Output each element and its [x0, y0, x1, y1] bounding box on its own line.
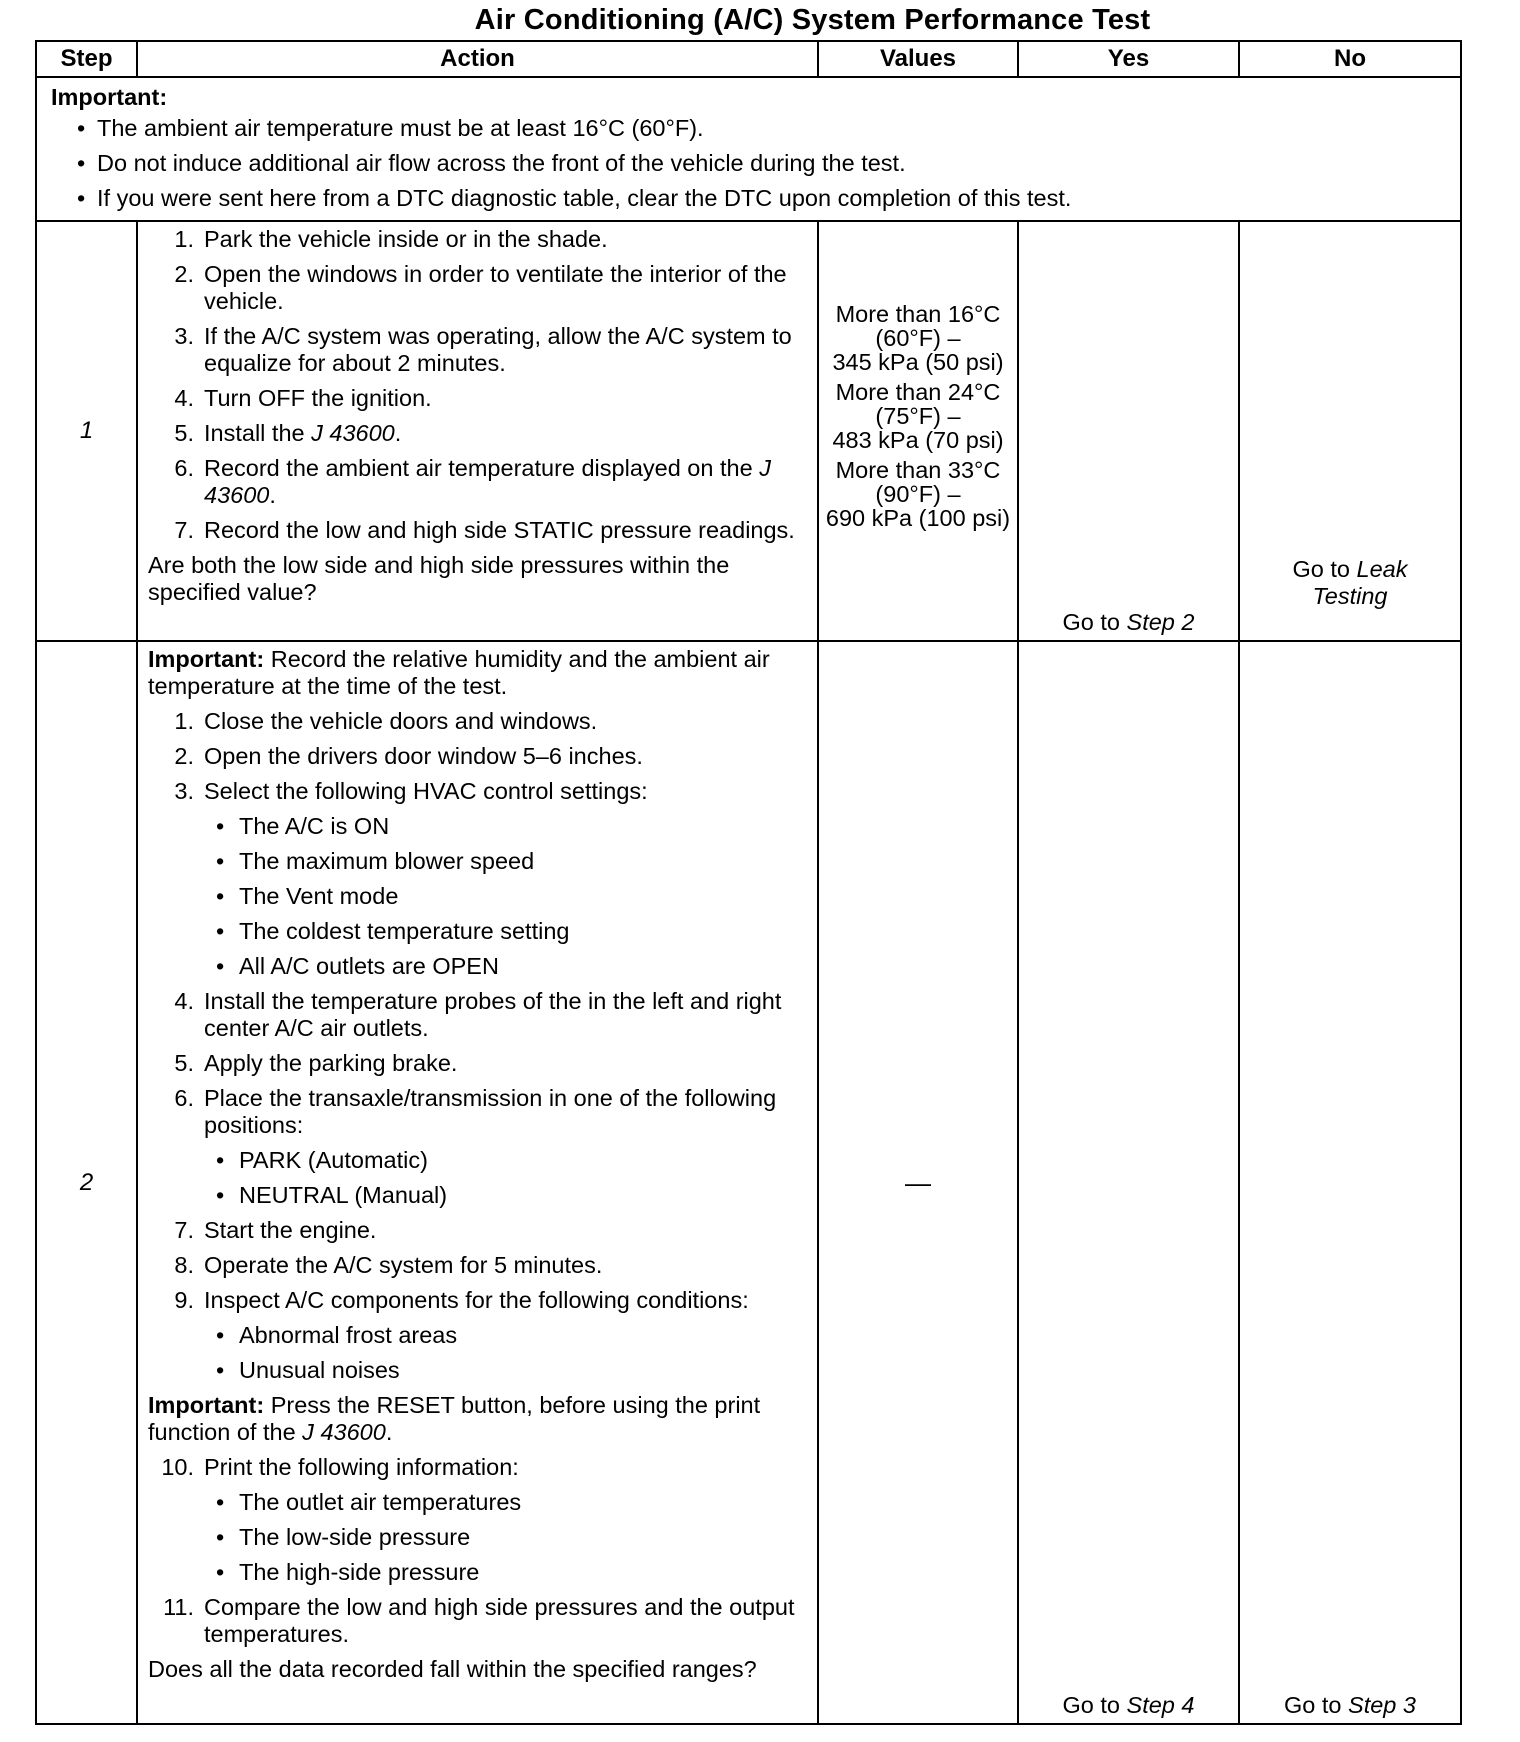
step-1-action — [137, 221, 818, 641]
action-item: 10. Print the following information: • The outlet air temperatures • The low-side pressure • The high-side pressure — [148, 1454, 807, 1586]
page-title: Air Conditioning (A/C) System Performance Test — [474, 4, 1151, 36]
step-1-values — [818, 221, 1018, 641]
sub-item: • All A/C outlets are OPEN — [204, 953, 807, 980]
important-label: Important: — [51, 84, 168, 110]
action-item: 5. Install the J 43600. — [174, 420, 402, 446]
step-2-question: Does all the data recorded fall within the specified ranges? — [148, 1656, 757, 1682]
sub-item: • The outlet air temperatures — [204, 1489, 807, 1516]
tool-reference: J 43600 — [311, 420, 395, 446]
action-item: 9. Inspect A/C components for the following conditions: • Abnormal frost areas • Unusual noises — [148, 1287, 807, 1384]
step-2-action — [137, 641, 818, 1724]
step-2-yes — [1018, 641, 1239, 1724]
performance-test-table — [35, 40, 1462, 1725]
step-1-question: Are both the low side and high side pressures within the specified value? — [148, 552, 730, 605]
action-item: 7. Start the engine. — [174, 1217, 377, 1243]
header-yes: Yes — [1018, 41, 1239, 77]
value-spec: More than 24°C (75°F) – 483 kPa (70 psi) — [832, 379, 1004, 453]
header-values: Values — [818, 41, 1018, 77]
action-item: 1. Close the vehicle doors and windows. — [174, 708, 598, 734]
step-2-action-list — [148, 1454, 807, 1648]
action-item: 6. Place the transaxle/transmission in one of the following positions: • PARK (Automatic) • NEUTRAL (Manual) — [148, 1085, 807, 1209]
step-number: 1 — [36, 221, 137, 641]
action-item: 5. Apply the parking brake. — [174, 1050, 458, 1076]
step-1-row — [36, 221, 1461, 641]
sub-item: • PARK (Automatic) — [204, 1147, 807, 1174]
sub-list — [204, 1489, 807, 1586]
sub-item: • The maximum blower speed — [204, 848, 807, 875]
sub-item: • The Vent mode — [204, 883, 807, 910]
tool-reference: J 43600 — [204, 455, 771, 508]
important-bullet: • If you were sent here from a DTC diagnostic table, clear the DTC upon completion of this test. — [51, 181, 1446, 216]
action-item: 3. If the A/C system was operating, allow the A/C system to equalize for about 2 minutes. — [174, 323, 792, 376]
sub-item: • Unusual noises — [204, 1357, 807, 1384]
sub-item: • The low-side pressure — [204, 1524, 807, 1551]
sub-item: • The coldest temperature setting — [204, 918, 807, 945]
sub-item: • The A/C is ON — [204, 813, 807, 840]
action-item: 3. Select the following HVAC control settings: • The A/C is ON • The maximum blower speed • The Vent mode • The coldest temperature setting • All A/C outlets are OPEN — [148, 778, 807, 980]
action-item: 11. Compare the low and high side pressures and the output temperatures. — [163, 1594, 795, 1647]
important-list — [51, 111, 1446, 216]
header-no: No — [1239, 41, 1461, 77]
step-number: 2 — [36, 641, 137, 1724]
action-item: 7. Record the low and high side STATIC pressure readings. — [174, 517, 795, 543]
action-item: 8. Operate the A/C system for 5 minutes. — [174, 1252, 603, 1278]
values-dash: — — [905, 1167, 931, 1197]
action-item: 4. Install the temperature probes of the in the left and right center A/C air outlets. — [174, 988, 782, 1041]
important-cell — [36, 77, 1461, 221]
sub-list — [204, 1147, 807, 1209]
step-1-action-list — [148, 226, 807, 544]
action-item: 6. Record the ambient air temperature displayed on the J 43600. — [174, 455, 771, 508]
important-bullet: • The ambient air temperature must be at least 16°C (60°F). — [51, 111, 1446, 146]
yes-goto-link[interactable]: Go to Step 2 — [1062, 609, 1195, 635]
tool-reference: J 43600 — [302, 1419, 386, 1445]
sub-item: • NEUTRAL (Manual) — [204, 1182, 807, 1209]
value-spec: More than 33°C (90°F) – 690 kPa (100 psi) — [825, 457, 1011, 531]
step-2-action-list — [148, 708, 807, 1384]
yes-goto-link[interactable]: Go to Step 4 — [1062, 1692, 1195, 1718]
sub-list — [204, 813, 807, 980]
sub-list — [204, 1322, 807, 1384]
action-item: 1. Park the vehicle inside or in the shade. — [174, 226, 608, 252]
sub-item: • The high-side pressure — [204, 1559, 807, 1586]
no-goto-link[interactable]: Go to Leak Testing — [1292, 556, 1408, 609]
header-row — [36, 41, 1461, 77]
no-goto-link[interactable]: Go to Step 3 — [1284, 1692, 1416, 1718]
action-item: 2. Open the drivers door window 5–6 inches. — [174, 743, 643, 769]
value-spec: More than 16°C (60°F) – 345 kPa (50 psi) — [832, 301, 1004, 375]
header-step: Step — [36, 41, 137, 77]
important-row — [36, 77, 1461, 221]
step-2-no — [1239, 641, 1461, 1724]
step-2-important-note: Important: Record the relative humidity and the ambient air temperature at the time of the test. — [148, 646, 770, 699]
step-1-yes — [1018, 221, 1239, 641]
sub-item: • Abnormal frost areas — [204, 1322, 807, 1349]
action-item: 4. Turn OFF the ignition. — [174, 385, 432, 411]
step-2-row — [36, 641, 1461, 1724]
step-2-values — [818, 641, 1018, 1724]
important-bullet: • Do not induce additional air flow across the front of the vehicle during the test. — [51, 146, 1446, 181]
action-item: 2. Open the windows in order to ventilate the interior of the vehicle. — [174, 261, 787, 314]
header-action: Action — [137, 41, 818, 77]
step-1-no — [1239, 221, 1461, 641]
step-2-important-note: Important: Press the RESET button, before using the print function of the J 43600. — [148, 1392, 761, 1445]
